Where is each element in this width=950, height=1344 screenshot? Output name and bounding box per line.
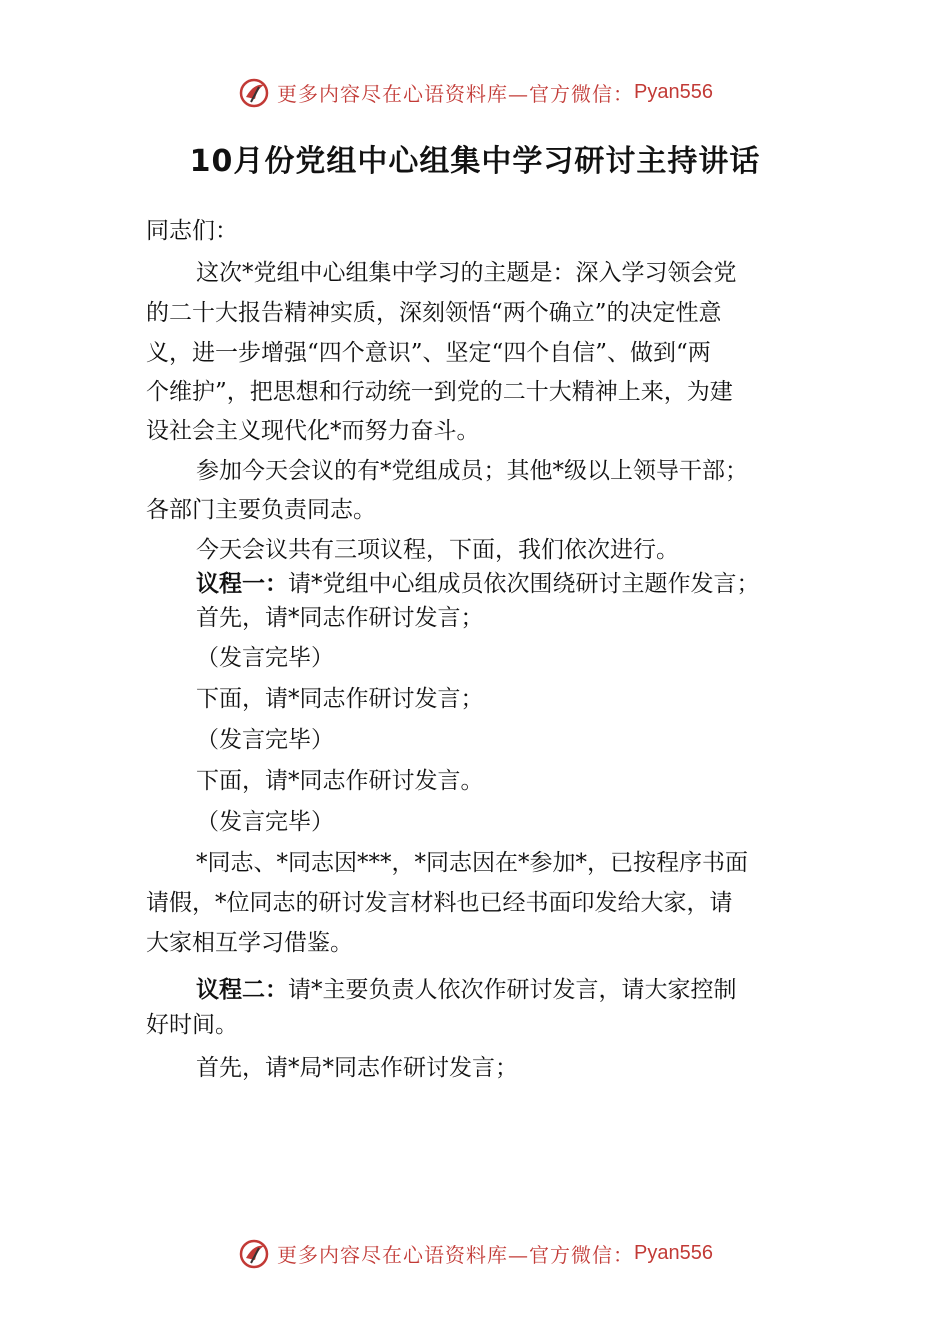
paragraph-line: 义，进一步增强“四个意识”、坚定“四个自信”、做到“两 [146, 340, 711, 366]
footer-banner-text: 更多内容尽在心语资料库—官方微信： [277, 1242, 635, 1267]
speech-done-note: （发言完毕） [196, 727, 334, 753]
speech-done-note: （发言完毕） [196, 645, 334, 671]
paragraph-line: 下面，请*同志作研讨发言； [196, 686, 484, 712]
agenda-two-text: 请*主要负责人依次作研讨发言，请大家控制 [288, 977, 737, 1003]
paragraph-line: 请假，*位同志的研讨发言材料也已经书面印发给大家，请 [146, 890, 733, 916]
paragraph-line: 设社会主义现代化*而努力奋斗。 [146, 418, 480, 444]
agenda-two-label: 议程二： [196, 977, 288, 1003]
paragraph-line: 下面，请*同志作研讨发言。 [196, 768, 484, 794]
agenda-two [196, 975, 737, 1005]
agenda-one-label: 议程一： [196, 571, 288, 597]
agenda-one [196, 569, 760, 599]
header-banner-text: 更多内容尽在心语资料库—官方微信： [277, 81, 635, 106]
salutation: 同志们： [146, 218, 238, 244]
footer-banner [0, 1233, 950, 1273]
document-title: 10月份党组中心组集中学习研讨主持讲话 [189, 144, 761, 179]
paragraph-line: 参加今天会议的有*党组成员；其他*级以上领导干部； [196, 458, 748, 484]
agenda-one-text: 请*党组中心组成员依次围绕研讨主题作发言； [288, 571, 760, 597]
paragraph-line: 首先，请*同志作研讨发言； [196, 605, 484, 631]
speech-done-note: （发言完毕） [196, 809, 334, 835]
header-banner [0, 72, 950, 112]
paragraph-line: 的二十大报告精神实质，深刻领悟“两个确立”的决定性意 [146, 300, 722, 326]
paragraph-line: 个维护”，把思想和行动统一到党的二十大精神上来，为建 [146, 379, 733, 405]
header-wechat-id: Pyan556 [634, 80, 713, 103]
paragraph-line: 大家相互学习借鉴。 [146, 930, 353, 956]
paragraph-line: *同志、*同志因***，*同志因在*参加*，已按程序书面 [196, 850, 748, 876]
paragraph-line: 今天会议共有三项议程，下面，我们依次进行。 [196, 537, 679, 563]
footer-wechat-id: Pyan556 [634, 1241, 713, 1264]
paragraph-line: 各部门主要负责同志。 [146, 497, 376, 523]
paragraph-line: 首先，请*局*同志作研讨发言； [196, 1055, 518, 1081]
paragraph-line: 好时间。 [146, 1012, 238, 1038]
brand-logo-icon [237, 75, 271, 109]
paragraph-line: 这次*党组中心组集中学习的主题是：深入学习领会党 [196, 260, 737, 286]
brand-logo-icon [237, 1236, 271, 1270]
